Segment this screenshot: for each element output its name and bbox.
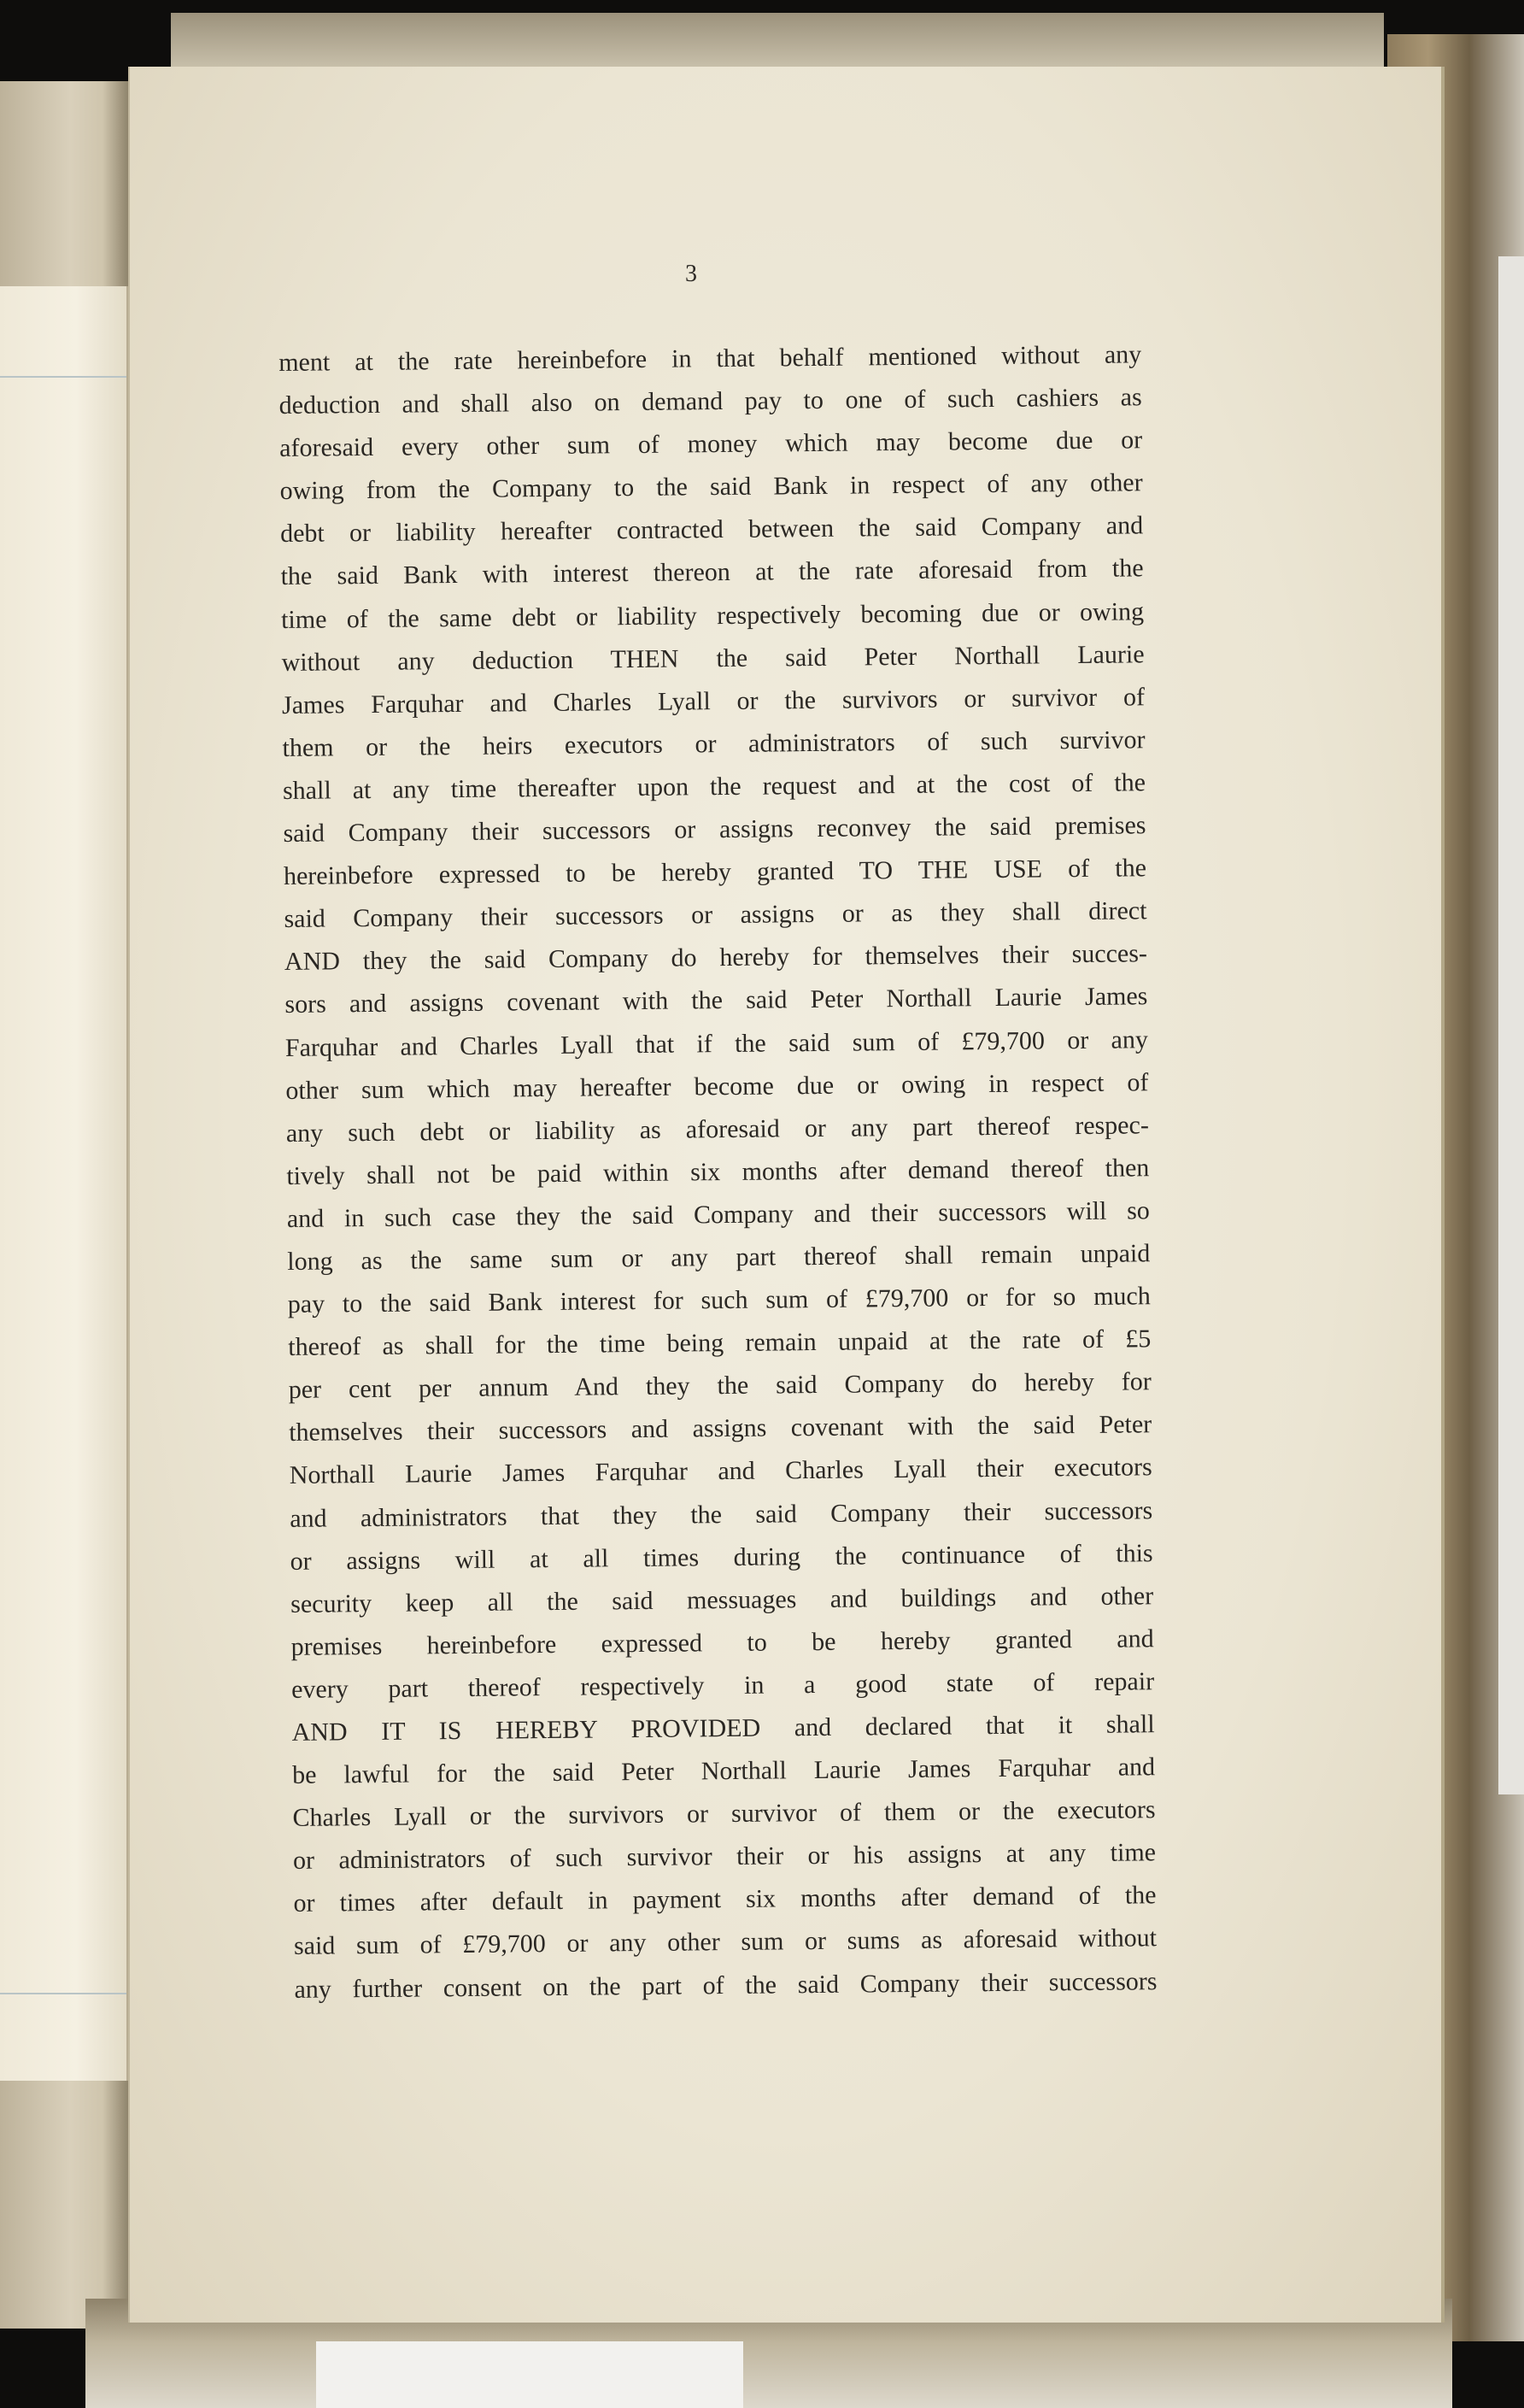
text-line: said Company their successors or assigns reconvey the said premises bbox=[283, 811, 1146, 849]
text-line: deduction and shall also on demand pay to one of such cashiers as bbox=[278, 383, 1142, 420]
text-line: Charles Lyall or the survivors or survivor of them or the executors bbox=[292, 1795, 1156, 1833]
text-line: ment at the rate hereinbefore in that behalf mentioned without any bbox=[278, 340, 1142, 377]
left-page-strip bbox=[0, 286, 129, 2081]
text-line: any further consent on the part of the said Company their successors bbox=[294, 1966, 1158, 2004]
text-line: without any deduction THEN the said Peter Northall Laurie bbox=[281, 639, 1145, 677]
text-line: said sum of £79,700 or any other sum or sums as aforesaid without bbox=[293, 1923, 1158, 1961]
text-line: sors and assigns covenant with the said Peter Northall Laurie James bbox=[284, 982, 1148, 1019]
text-line: time of the same debt or liability respectively becoming due or owing bbox=[280, 596, 1145, 634]
page-number: 3 bbox=[685, 261, 697, 287]
text-line: per cent per annum And they the said Company do hereby for bbox=[288, 1367, 1152, 1405]
text-line: themselves their successors and assigns covenant with the said Peter bbox=[289, 1410, 1152, 1448]
text-line: or times after default in payment six months after demand of the bbox=[293, 1881, 1157, 1918]
text-line: James Farquhar and Charles Lyall or the survivors or survivor of bbox=[281, 683, 1146, 719]
text-line: be lawful for the said Peter Northall Laurie James Farquhar and bbox=[291, 1753, 1156, 1790]
text-line: them or the heirs executors or administrators of such survivor bbox=[282, 725, 1146, 762]
text-line: owing from the Company to the said Bank in respect of any other bbox=[279, 468, 1143, 506]
text-line: shall at any time thereafter upon the request and at the cost of the bbox=[282, 768, 1146, 805]
text-line: or assigns will at all times during the continuance of this bbox=[290, 1538, 1153, 1576]
text-line: debt or liability hereafter contracted between the said Company and bbox=[280, 511, 1144, 549]
text-line: tively shall not be paid within six months after demand thereof then bbox=[286, 1154, 1150, 1190]
text-line: aforesaid every other sum of money which may become due or bbox=[279, 426, 1143, 463]
text-line: security keep all the said messuages and buildings and other bbox=[290, 1581, 1154, 1618]
text-line: or administrators of such survivor their or his assigns at any time bbox=[292, 1838, 1157, 1876]
text-line: Northall Laurie James Farquhar and Charles Lyall their executors bbox=[289, 1453, 1152, 1490]
text-line: AND IT IS HEREBY PROVIDED and declared that it shall bbox=[291, 1710, 1155, 1747]
bottom-loose-sheet bbox=[316, 2341, 743, 2408]
text-line: pay to the said Bank interest for such sum of £79,700 or for so much bbox=[287, 1282, 1151, 1319]
text-line: other sum which may hereafter become due or owing in respect of bbox=[285, 1067, 1149, 1105]
text-line: and administrators that they the said Company their successors bbox=[290, 1495, 1153, 1533]
text-line: every part thereof respectively in a good state of repair bbox=[290, 1667, 1155, 1704]
text-line: any such debt or liability as aforesaid or any part thereof respec- bbox=[285, 1110, 1150, 1148]
text-line: AND they the said Company do hereby for themselves their succes- bbox=[284, 939, 1148, 977]
adjacent-sheet bbox=[1498, 256, 1524, 1794]
body-text bbox=[278, 333, 1158, 2011]
text-line: the said Bank with interest thereon at the rate aforesaid from the bbox=[280, 554, 1144, 591]
text-line: Farquhar and Charles Lyall that if the said sum of £79,700 or any bbox=[284, 1025, 1149, 1062]
text-line: long as the same sum or any part thereof shall remain unpaid bbox=[287, 1239, 1151, 1276]
text-line: thereof as shall for the time being remain unpaid at the rate of £5 bbox=[288, 1324, 1152, 1362]
text-line: hereinbefore expressed to be hereby granted TO THE USE of the bbox=[283, 854, 1147, 891]
text-line: and in such case they the said Company and their successors will so bbox=[286, 1196, 1150, 1233]
text-line: said Company their successors or assigns or as they shall direct bbox=[284, 896, 1147, 934]
left-strip-rule bbox=[0, 376, 126, 1994]
text-line: premises hereinbefore expressed to be hereby granted and bbox=[290, 1624, 1154, 1661]
